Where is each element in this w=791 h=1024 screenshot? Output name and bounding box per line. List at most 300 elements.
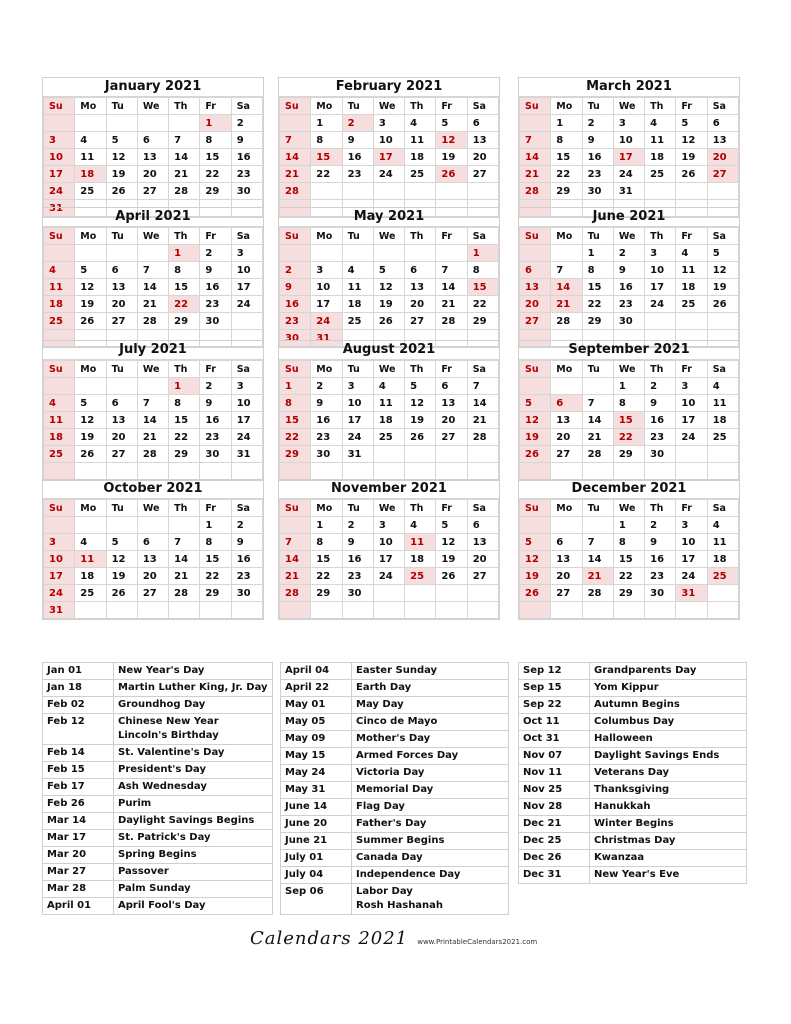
day-cell: 21 [137,296,168,313]
day-cell: 20 [551,568,582,585]
day-cell: 30 [342,585,373,602]
weekday-header: Tu [106,98,137,115]
holiday-name-text: St. Valentine's Day [118,747,225,758]
day-cell: 27 [467,568,498,585]
day-cell: 16 [613,279,644,296]
day-cell: 30 [231,585,262,602]
empty-cell [582,517,613,534]
holiday-date: Mar 27 [43,864,114,881]
holiday-date: May 01 [281,697,352,714]
day-cell: 8 [311,534,342,551]
empty-cell [373,602,404,619]
empty-cell [676,446,707,463]
empty-cell [75,378,106,395]
day-cell: 9 [613,262,644,279]
day-cell: 31 [231,446,262,463]
holiday-name [590,697,747,714]
day-cell: 21 [280,166,311,183]
empty-cell [551,245,582,262]
holiday-name-text: May Day [356,699,404,710]
day-cell: 21 [169,166,200,183]
day-cell: 4 [75,534,106,551]
holiday-row [281,748,509,765]
weekday-header: Su [520,361,551,378]
day-cell: 14 [280,551,311,568]
day-cell: 10 [231,262,262,279]
holiday-row [43,663,273,680]
day-cell: 8 [582,262,613,279]
empty-cell [231,602,262,619]
day-cell: 15 [582,279,613,296]
weekday-header: Fr [200,361,231,378]
day-cell: 14 [137,279,168,296]
empty-cell [373,183,404,200]
day-cell: 17 [231,412,262,429]
day-cell: 25 [405,166,436,183]
day-cell: 24 [231,429,262,446]
weekday-header: Th [169,228,200,245]
day-cell: 22 [200,568,231,585]
holiday-date: Nov 11 [519,765,590,782]
day-cell: 8 [200,132,231,149]
holiday-row [519,833,747,850]
day-cell: 9 [200,395,231,412]
day-cell: 18 [707,551,738,568]
holiday-name [590,867,747,884]
day-cell: 18 [44,429,75,446]
empty-cell [280,245,311,262]
day-cell: 28 [169,183,200,200]
day-cell: 30 [200,446,231,463]
footer-site: www.PrintableCalendars2021.com [417,938,538,946]
day-cell: 8 [280,395,311,412]
holiday-row [519,867,747,884]
day-cell: 22 [169,296,200,313]
empty-cell [405,183,436,200]
month-grid [43,499,263,619]
holiday-row [43,714,273,745]
day-cell: 16 [582,149,613,166]
holiday-name-text: Kwanzaa [594,852,645,863]
day-cell: 12 [75,279,106,296]
day-cell: 7 [582,534,613,551]
holiday-date: Sep 12 [519,663,590,680]
day-cell: 12 [676,132,707,149]
day-cell: 15 [311,149,342,166]
day-cell: 6 [467,517,498,534]
holiday-name-text: St. Patrick's Day [118,832,211,843]
weekday-header: Th [645,361,676,378]
day-cell: 27 [106,313,137,330]
day-cell: 28 [582,585,613,602]
holiday-date: Feb 17 [43,779,114,796]
day-cell: 11 [75,149,106,166]
day-cell: 21 [137,429,168,446]
day-cell: 23 [645,429,676,446]
day-cell: 8 [311,132,342,149]
day-cell: 18 [44,296,75,313]
holiday-row [519,714,747,731]
day-cell: 6 [467,115,498,132]
day-cell: 3 [645,245,676,262]
day-cell: 12 [373,279,404,296]
empty-cell [169,463,200,480]
weekday-header: Tu [106,361,137,378]
holiday-name-text: Halloween [594,733,653,744]
holiday-name-text: New Year's Eve [594,869,680,880]
holiday-name [114,680,273,697]
day-cell: 10 [676,534,707,551]
month-title: December 2021 [519,480,739,499]
day-cell: 29 [613,585,644,602]
holiday-row [43,813,273,830]
day-cell: 15 [169,412,200,429]
empty-cell [137,602,168,619]
holiday-row [519,697,747,714]
weekday-header: We [613,228,644,245]
day-cell: 19 [676,149,707,166]
weekday-header: Sa [231,228,262,245]
holiday-date: Sep 22 [519,697,590,714]
day-cell: 24 [676,429,707,446]
empty-cell [467,446,498,463]
day-cell: 28 [169,585,200,602]
day-cell: 22 [613,568,644,585]
day-cell: 3 [676,517,707,534]
day-cell: 31 [613,183,644,200]
day-cell: 24 [44,183,75,200]
holiday-name-text: Cinco de Mayo [356,716,438,727]
day-cell: 10 [44,551,75,568]
holiday-name [590,663,747,680]
empty-cell [645,463,676,480]
empty-cell [436,245,467,262]
empty-cell [75,517,106,534]
day-cell: 26 [520,585,551,602]
holiday-date: Nov 25 [519,782,590,799]
empty-cell [280,115,311,132]
holiday-row [43,847,273,864]
weekday-header: Mo [311,98,342,115]
day-cell: 24 [676,568,707,585]
empty-cell [436,446,467,463]
day-cell: 13 [467,534,498,551]
holiday-name [352,731,509,748]
empty-cell [106,378,137,395]
weekday-header: Th [405,500,436,517]
day-cell: 6 [106,395,137,412]
holiday-date: Nov 07 [519,748,590,765]
day-cell: 3 [342,378,373,395]
day-cell: 27 [106,446,137,463]
day-cell: 14 [582,551,613,568]
day-cell: 29 [169,446,200,463]
month-7 [42,340,264,481]
day-cell: 3 [44,534,75,551]
holiday-row [281,850,509,867]
month-5 [278,207,500,348]
holiday-date: Feb 12 [43,714,114,745]
holiday-name [352,782,509,799]
day-cell: 26 [436,568,467,585]
day-cell: 8 [613,395,644,412]
day-cell: 11 [405,534,436,551]
holiday-name-text: Thanksgiving [594,784,670,795]
holiday-name [352,816,509,833]
day-cell: 3 [311,262,342,279]
empty-cell [405,463,436,480]
day-cell: 21 [520,166,551,183]
holiday-row [281,663,509,680]
day-cell: 4 [44,262,75,279]
day-cell: 29 [582,313,613,330]
day-cell: 22 [280,429,311,446]
day-cell: 1 [280,378,311,395]
empty-cell [676,463,707,480]
weekday-header: Su [280,98,311,115]
day-cell: 14 [436,279,467,296]
weekday-header: We [137,228,168,245]
holiday-date: Feb 26 [43,796,114,813]
day-cell: 19 [520,429,551,446]
day-cell: 20 [106,429,137,446]
day-cell: 17 [613,149,644,166]
day-cell: 18 [342,296,373,313]
day-cell: 13 [551,412,582,429]
weekday-header: Sa [707,98,738,115]
weekday-header: Su [520,500,551,517]
day-cell: 24 [373,568,404,585]
empty-cell [520,602,551,619]
day-cell: 9 [645,534,676,551]
day-cell: 6 [551,395,582,412]
day-cell: 10 [231,395,262,412]
weekday-header: Sa [231,361,262,378]
day-cell: 4 [373,378,404,395]
month-title: June 2021 [519,208,739,227]
empty-cell [551,602,582,619]
day-cell: 4 [676,245,707,262]
month-title: July 2021 [43,341,263,360]
empty-cell [311,245,342,262]
empty-cell [137,517,168,534]
day-cell: 26 [436,166,467,183]
holiday-row [281,697,509,714]
month-title: October 2021 [43,480,263,499]
holiday-name [114,779,273,796]
day-cell: 13 [467,132,498,149]
day-cell: 6 [106,262,137,279]
day-cell: 21 [467,412,498,429]
month-grid [43,360,263,480]
month-8 [278,340,500,481]
day-cell: 30 [311,446,342,463]
empty-cell [106,245,137,262]
holiday-name-text: Daylight Savings Begins [118,815,255,826]
holiday-date: Oct 31 [519,731,590,748]
day-cell: 17 [44,166,75,183]
holiday-name [114,813,273,830]
empty-cell [373,446,404,463]
holiday-name-text: Ash Wednesday [118,781,207,792]
day-cell: 20 [106,296,137,313]
day-cell: 4 [44,395,75,412]
day-cell: 21 [582,568,613,585]
weekday-header: Th [169,98,200,115]
day-cell: 31 [311,330,342,347]
empty-cell [311,183,342,200]
day-cell: 15 [200,551,231,568]
footer-title: Calendars 2021 [250,928,409,949]
day-cell: 15 [613,412,644,429]
month-grid [519,97,739,217]
weekday-header: Tu [582,500,613,517]
day-cell: 20 [467,149,498,166]
empty-cell [75,115,106,132]
day-cell: 6 [551,534,582,551]
day-cell: 9 [645,395,676,412]
weekday-header: Th [405,98,436,115]
day-cell: 9 [231,534,262,551]
month-9 [518,340,740,481]
empty-cell [75,463,106,480]
day-cell: 30 [582,183,613,200]
day-cell: 23 [200,296,231,313]
empty-cell [106,602,137,619]
day-cell: 10 [44,149,75,166]
empty-cell [707,585,738,602]
holiday-date: Mar 20 [43,847,114,864]
empty-cell [231,313,262,330]
day-cell: 25 [75,585,106,602]
holiday-name [590,782,747,799]
day-cell: 29 [169,313,200,330]
empty-cell [613,463,644,480]
holiday-name-text: Daylight Savings Ends [594,750,720,761]
empty-cell [44,378,75,395]
empty-cell [373,463,404,480]
holiday-name [114,796,273,813]
day-cell: 10 [373,132,404,149]
holiday-name [590,799,747,816]
day-cell: 2 [200,245,231,262]
empty-cell [200,602,231,619]
holiday-name-text: Mother's Day [356,733,431,744]
day-cell: 17 [373,551,404,568]
day-cell: 25 [75,183,106,200]
day-cell: 17 [342,412,373,429]
weekday-header: Su [44,361,75,378]
day-cell: 19 [707,279,738,296]
weekday-header: Tu [582,98,613,115]
day-cell: 3 [676,378,707,395]
holiday-name-text: Autumn Begins [594,699,680,710]
month-grid [43,97,263,217]
day-cell: 12 [75,412,106,429]
empty-cell [106,115,137,132]
month-10 [42,479,264,620]
day-cell: 17 [311,296,342,313]
day-cell: 4 [405,115,436,132]
weekday-header: Fr [676,500,707,517]
empty-cell [467,463,498,480]
day-cell: 27 [467,166,498,183]
day-cell: 12 [436,534,467,551]
day-cell: 11 [342,279,373,296]
day-cell: 9 [231,132,262,149]
empty-cell [645,183,676,200]
empty-cell [373,585,404,602]
day-cell: 24 [613,166,644,183]
empty-cell [520,378,551,395]
empty-cell [75,245,106,262]
day-cell: 23 [342,568,373,585]
day-cell: 24 [231,296,262,313]
month-grid [279,227,499,347]
holiday-name-text: Chinese New Year [118,716,219,727]
holiday-date: Mar 28 [43,881,114,898]
weekday-header: Su [44,500,75,517]
holiday-row [519,765,747,782]
empty-cell [520,115,551,132]
day-cell: 1 [200,517,231,534]
day-cell: 1 [311,115,342,132]
holiday-row [519,816,747,833]
holiday-name-text: Earth Day [356,682,412,693]
day-cell: 14 [551,279,582,296]
day-cell: 2 [342,517,373,534]
day-cell: 26 [707,296,738,313]
day-cell: 8 [169,262,200,279]
empty-cell [44,115,75,132]
holiday-row [43,881,273,898]
day-cell: 25 [707,429,738,446]
day-cell: 11 [676,262,707,279]
day-cell: 9 [311,395,342,412]
empty-cell [280,602,311,619]
weekday-header: Tu [342,500,373,517]
weekday-header: Mo [75,98,106,115]
day-cell: 28 [280,183,311,200]
day-cell: 12 [106,149,137,166]
day-cell: 26 [75,313,106,330]
weekday-header: Th [645,500,676,517]
day-cell: 6 [436,378,467,395]
day-cell: 28 [551,313,582,330]
day-cell: 31 [342,446,373,463]
day-cell: 30 [280,330,311,347]
holiday-name-text: Canada Day [356,852,423,863]
holiday-list-2 [280,662,509,915]
day-cell: 12 [436,132,467,149]
day-cell: 2 [311,378,342,395]
month-title: September 2021 [519,341,739,360]
day-cell: 13 [137,551,168,568]
day-cell: 18 [645,149,676,166]
empty-cell [200,463,231,480]
holiday-row [281,884,509,915]
day-cell: 29 [311,585,342,602]
empty-cell [467,585,498,602]
day-cell: 5 [520,395,551,412]
day-cell: 29 [200,585,231,602]
day-cell: 9 [582,132,613,149]
empty-cell [645,602,676,619]
holiday-name [590,680,747,697]
holiday-date: June 21 [281,833,352,850]
day-cell: 7 [467,378,498,395]
month-2 [278,77,500,218]
